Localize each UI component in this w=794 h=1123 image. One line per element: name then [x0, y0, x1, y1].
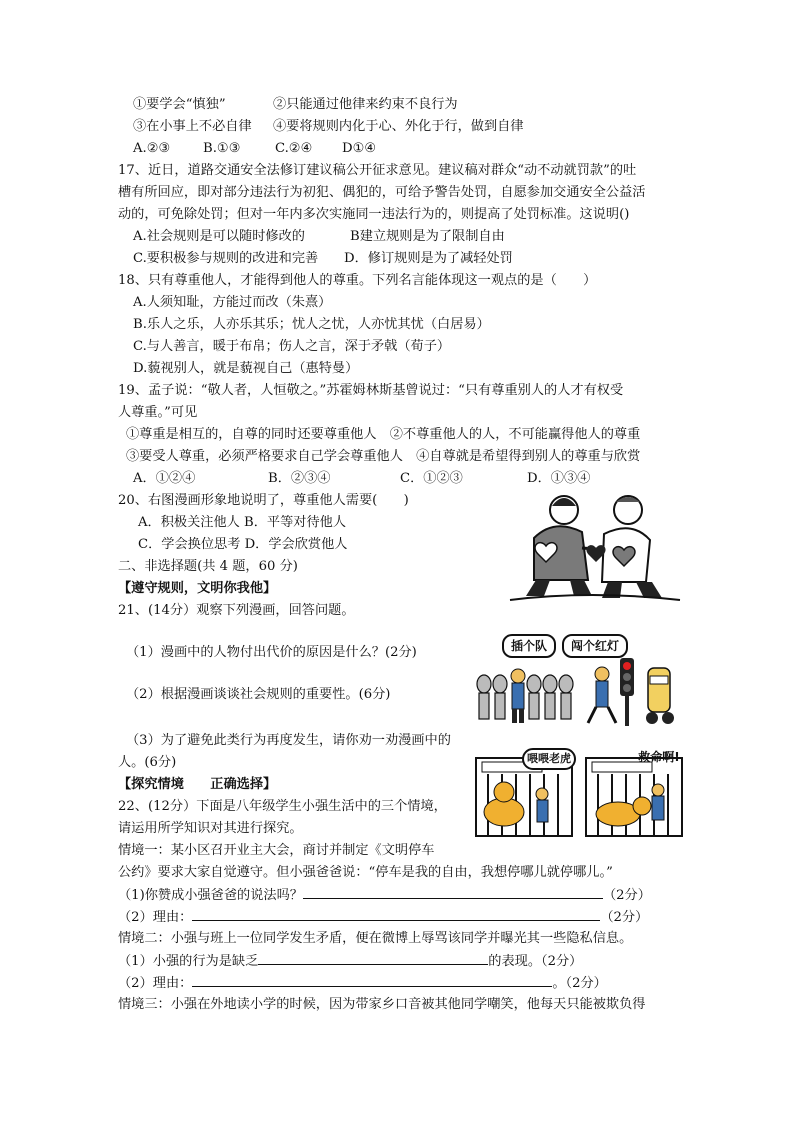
q20-options-cd: C．学会换位思考 D．学会欣赏他人	[138, 537, 348, 552]
q21-part3-line2: 人。(6分)	[118, 755, 177, 770]
q18-stem: 18、只有尊重他人，才能得到他人的尊重。下列名言能体现这一观点的是（ ）	[118, 273, 597, 288]
q21-part2: （2）根据漫画谈谈社会规则的重要性。(6分)	[126, 687, 391, 702]
speech-bubble-help: 救命啊!	[638, 750, 680, 764]
q18-option-d: D.藐视别人，就是藐视自己（惠特曼）	[133, 361, 359, 376]
tiger-cage-cartoon-image	[474, 748, 686, 838]
q22-s2-question2	[118, 974, 607, 993]
section2-title: 二、非选择题(共 4 题，60 分)	[118, 559, 298, 574]
q19-choice-b: B．②③④	[268, 471, 331, 486]
q18-option-a: A.人须知耻，方能过而改（朱熹）	[133, 295, 332, 310]
q22-stem-line2: 请运用所学知识对其进行探究。	[118, 821, 303, 836]
q22-s1-question1	[118, 886, 651, 905]
respect-cartoon-image	[500, 488, 685, 604]
q17-option-c: C.要积极参与规则的改进和完善	[133, 251, 319, 266]
q16-option-4: ④要将规则内化于心、外化于行，做到自律	[273, 119, 524, 134]
q22-s2-question2-text: （2）理由：	[118, 976, 193, 991]
q16-choice-c: C.②④	[275, 141, 313, 156]
q19-choice-d: D．①③④	[527, 471, 591, 486]
q19-statements-2: ③要受人尊重，必须严格要求自己学会尊重他人 ④自尊就是希望得到别人的尊重与欣赏	[126, 449, 641, 464]
q18-option-b: B.乐人之乐，人亦乐其乐；忧人之忧，人亦忧其忧（白居易）	[133, 317, 490, 332]
q22-s2-answer2-blank[interactable]	[192, 974, 552, 987]
q22-scenario2: 情境二：小强与班上一位同学发生矛盾，便在微博上辱骂该同学并曝光其一些隐私信息。	[118, 931, 633, 946]
q21-part3-line1: （3）为了避免此类行为再度发生，请你劝一劝漫画中的	[126, 733, 451, 748]
q19-stem-line2: 人尊重。”可见	[118, 405, 198, 420]
q22-s1-answer1-blank[interactable]	[303, 886, 603, 899]
speech-bubble-feed-tiger: 喂喂老虎	[522, 748, 576, 770]
q19-choice-c: C．①②③	[400, 471, 463, 486]
q22-s1-answer2-blank[interactable]	[192, 908, 600, 921]
q22-s2-question1-text: （1）小强的行为是缺乏	[118, 954, 259, 969]
q20-options-ab: A．积极关注他人 B．平等对待他人	[138, 515, 347, 530]
queue-cartoon-image	[474, 630, 684, 730]
q21-stem: 21、(14分）观察下列漫画，回答问题。	[118, 603, 355, 618]
q17-option-d: D．修订规则是为了减轻处罚	[344, 251, 513, 266]
q22-s2-question1	[118, 952, 582, 971]
q22-stem-line1: 22、(12分）下面是八年级学生小强生活中的三个情境，	[118, 799, 447, 814]
q22-s1-question2-text: （2）理由：	[118, 910, 193, 925]
section3-heading: 【探究情境 正确选择】	[118, 777, 277, 792]
q22-s2-answer1-blank[interactable]	[258, 952, 488, 965]
q22-s2-question1-suffix: 的表现。（2分）	[488, 954, 583, 969]
q18-option-c: C.与人善言，暖于布帛；伤人之言，深于矛戟（荀子）	[133, 339, 451, 354]
q16-option-1: ①要学会“慎独”	[133, 97, 226, 112]
q19-stem-line1: 19、孟子说：“敬人者，人恒敬之。”苏霍姆林斯基曾说过：“只有尊重别人的人才有权受	[118, 383, 624, 398]
q16-choice-d: D①④	[342, 141, 377, 156]
q22-s1-question1-points: （2分）	[602, 888, 651, 903]
q20-stem: 20、右图漫画形象地说明了，尊重他人需要( )	[118, 493, 409, 508]
q16-option-3: ③在小事上不必自律	[133, 119, 252, 134]
speech-bubble-red-light: 闯个红灯	[562, 634, 628, 658]
q17-stem-line2: 槽有所回应，即对部分违法行为初犯、偶犯的，可给予警告处罚，自愿参加交通安全公益活	[118, 185, 646, 200]
q16-choice-a: A.②③	[133, 141, 171, 156]
q16-choice-b: B.①③	[203, 141, 241, 156]
q17-stem-line3: 动的，可免除处罚；但对一年内多次实施同一违法行为的，则提高了处罚标准。这说明()	[118, 207, 630, 222]
q17-option-b: B建立规则是为了限制自由	[350, 229, 505, 244]
q22-scenario3: 情境三：小强在外地读小学的时候，因为带家乡口音被其他同学嘲笑，他每天只能被欺负得	[118, 997, 646, 1012]
q16-option-2: ②只能通过他律来约束不良行为	[273, 97, 458, 112]
section2-heading: 【遵守规则，文明你我他】	[118, 581, 277, 596]
q22-s1-question1-text: （1)你赞成小强爸爸的说法吗？	[118, 888, 303, 903]
q22-s1-question2-points: （2分）	[600, 910, 649, 925]
q22-scenario1-line2: 公约》要求大家自觉遵守。但小强爸爸说：“停车是我的自由，我想停哪儿就停哪儿。”	[118, 865, 613, 880]
speech-bubble-cut-in: 插个队	[502, 634, 556, 658]
q19-statements-1: ①尊重是相互的，自尊的同时还要尊重他人 ②不尊重他人的人，不可能赢得他人的尊重	[126, 427, 641, 442]
q19-choice-a: A．①②④	[133, 471, 196, 486]
q17-stem-line1: 17、近日，道路交通安全法修订建议稿公开征求意见。建议稿对群众“动不动就罚款”的吐	[118, 163, 637, 178]
q17-option-a: A.社会规则是可以随时修改的	[133, 229, 305, 244]
q22-scenario1-line1: 情境一：某小区召开业主大会，商讨并制定《文明停车	[118, 843, 435, 858]
q22-s2-question2-suffix: 。（2分）	[552, 976, 607, 991]
q21-part1: （1）漫画中的人物付出代价的原因是什么？(2分)	[126, 645, 417, 660]
q22-s1-question2	[118, 908, 648, 927]
